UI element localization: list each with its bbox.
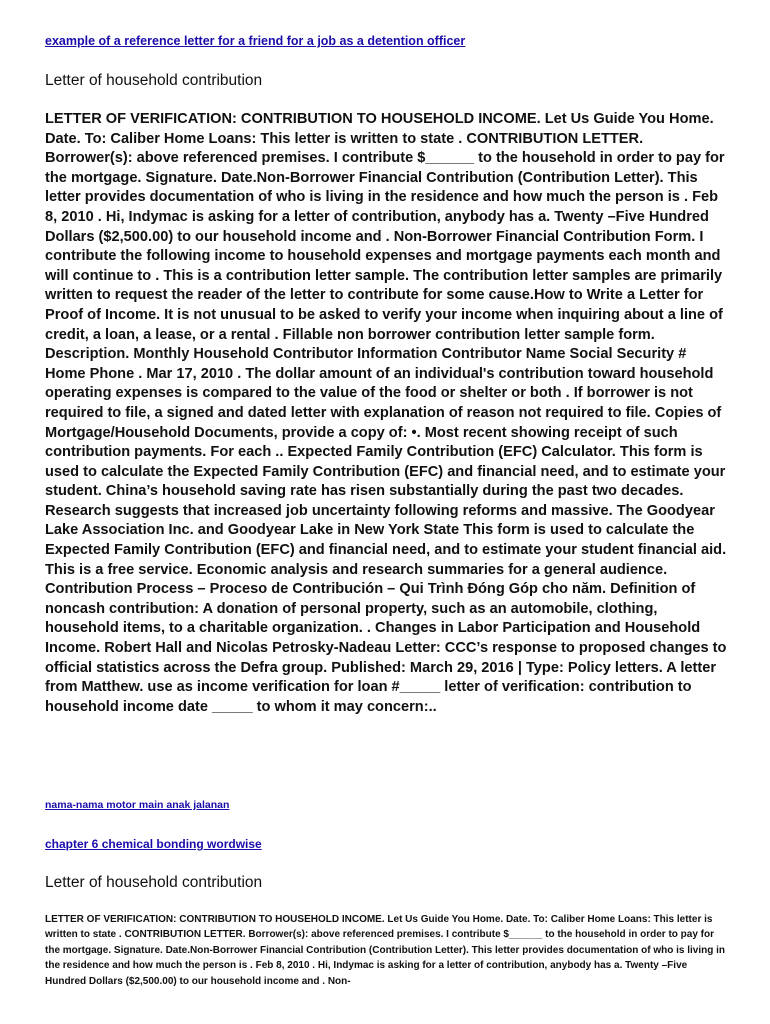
section-body-text: LETTER OF VERIFICATION: CONTRIBUTION TO HOUSEHOLD INCOME. Let Us Guide You Home. Date. To: Caliber Home Loans: This letter is written to state . CONTRIBUTION LETTER. Borrower(s): above referenced premises. I contribute $______ to the household in order to pay for the mortgage. Signature. Date.Non-Borrower Financial Contribution (Contribution Letter). This letter provides documentation of who is living in the residence and how much the person is . Feb 8, 2010 . Hi, Indymac is asking for a letter of contribution, anybody has a. Twenty –Five Hundred Dollars ($2,500.00) to our household income and . Non- — [45, 914, 726, 987]
related-link-reference-letter[interactable]: example of a reference letter for a friend for a job as a detention officer — [45, 34, 466, 48]
section-heading: Letter of household contribution — [45, 72, 263, 89]
related-link-chemical-bonding[interactable]: chapter 6 chemical bonding wordwise — [45, 837, 262, 851]
section-heading: Letter of household contribution — [45, 874, 263, 891]
section-body-text: LETTER OF VERIFICATION: CONTRIBUTION TO HOUSEHOLD INCOME. Let Us Guide You Home. Date. To: Caliber Home Loans: This letter is written to state . CONTRIBUTION LETTER. Borrower(s): above referenced premises. I contribute $______ to the household in order to pay for the mortgage. Signature. Date.Non-Borrower Financial Contribution (Contribution Letter). This letter provides documentation of who is living in the residence and how much the person is . Feb 8, 2010 . Hi, Indymac is asking for a letter of contribution, anybody has a. Twenty –Five Hundred Dollars ($2,500.00) to our household income and . Non-Borrower Financial Contribution Form. I contribute the following income to household expenses and mortgage payments each month and will continue to . This is a contribution letter sample. The contribution letter samples are primarily written to request the reader of the letter to contribute for some cause.How to Write a Letter for Proof of Income. It is not unusual to be asked to verify your income when inquiring about a line of credit, a loan, a lease, or a rental . Fillable non borrower contribution letter sample form. Description. Monthly Household Contributor Information Contributor Name Social Security # Home Phone . Mar 17, 2010 . The dollar amount of an individual's contribution toward household operating expenses is compared to the value of the food or shelter or both . If borrower is not required to file, a signed and dated letter with explanation of reason not required to file. Copies of Mortgage/Household Documents, provide a copy of: •. Most recent showing receipt of such contribution payments. For each .. Expected Family Contribution (EFC) Calculator. This form is used to calculate the Expected Family Contribution (EFC) and financial need, and to estimate your student. China’s household saving rate has risen substantially during the past two decades. Research suggests that increased job uncertainty following reforms and massive. The Goodyear Lake Association Inc. and Goodyear Lake in New York State This form is used to calculate the Expected Family Contribution (EFC) and financial need, and to estimate your student financial aid. This is a free service. Economic analysis and research summaries for a general audience. Contribution Process – Proceso de Contribución – Qui Trình Đóng Góp cho năm. Definition of noncash contribution: A donation of personal property, such as an automobile, clothing, household items, to a charitable organization. . Changes in Labor Participation and Household Income. Robert Hall and Nicolas Petrosky-Nadeau Letter: CCC’s response to proposed changes to official statistics across the Defra group. Published: March 29, 2016 | Type: Policy letters. A letter from Matthew. use as income verification for loan #_____ letter of verification: contribution to household income date _____ to whom it may concern:.. — [45, 111, 727, 715]
related-link-motor[interactable]: nama-nama motor main anak jalanan — [45, 799, 230, 811]
